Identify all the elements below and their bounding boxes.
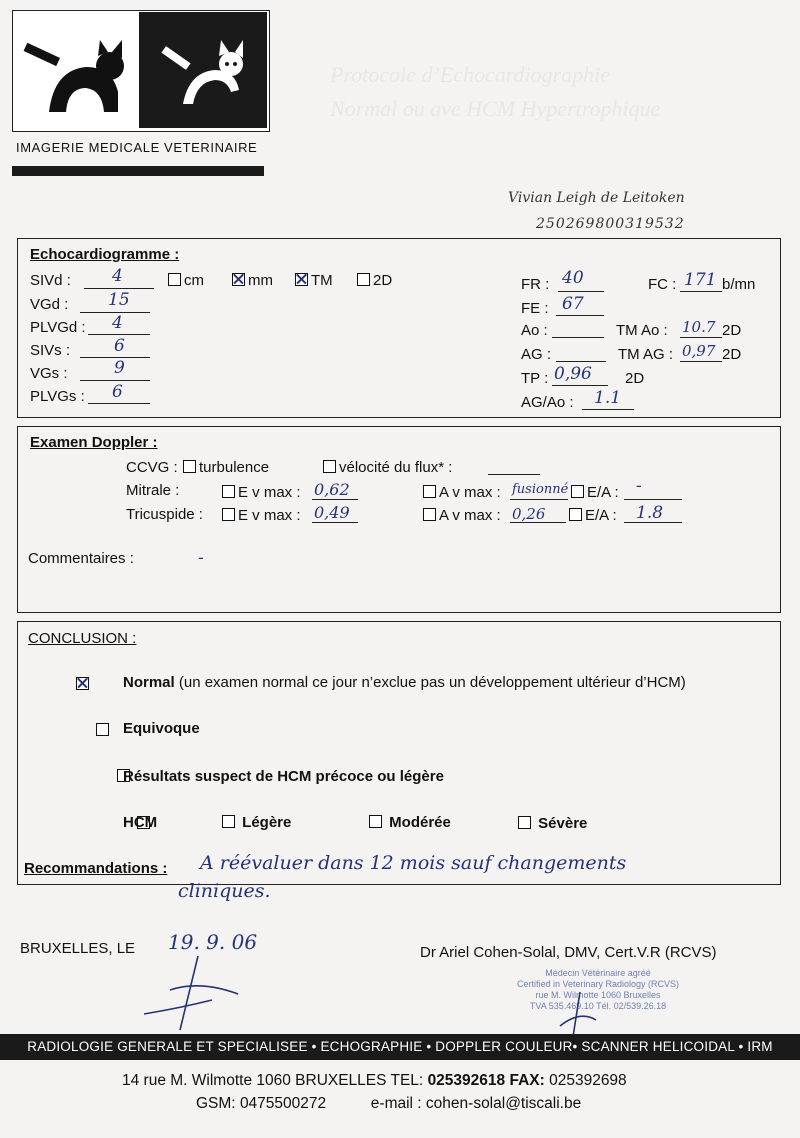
echo-title: Echocardiogramme :	[30, 246, 180, 263]
agao-line	[582, 409, 634, 410]
fc-value: 171	[684, 270, 717, 290]
fr-value: 40	[562, 268, 584, 288]
sivd-line	[84, 288, 154, 289]
tp-line	[552, 385, 608, 386]
plvgd-value: 4	[112, 313, 123, 333]
veterinary-stamp: Médecin Vétérinaire agréé Certified in Veterinary Radiology (RCVS) rue M. Wilmotte 1060 Bruxelles TVA 535.469.10 Tél. 02/539.26.18	[516, 968, 680, 1011]
comments-value: -	[198, 548, 204, 568]
tp-unit: 2D	[625, 370, 645, 387]
mitrale-ev-label: E v max :	[222, 484, 301, 501]
sivd-value: 4	[112, 266, 123, 286]
severe-checkbox[interactable]	[518, 816, 531, 829]
plvgs-label: PLVGs :	[30, 388, 85, 405]
vgd-label: VGd :	[30, 296, 69, 313]
cat-logo-right-icon	[139, 12, 267, 128]
doctor-name: Dr Ariel Cohen-Solal, DMV, Cert.V.R (RCVS)	[420, 944, 717, 961]
logo-text: IMAGERIE MEDICALE VETERINAIRE	[16, 140, 258, 155]
mitrale-ea-line	[624, 499, 682, 500]
tricuspide-ea-checkbox[interactable]	[569, 508, 582, 521]
mitrale-label: Mitrale :	[126, 482, 180, 499]
equivoque-checkbox[interactable]	[96, 723, 109, 736]
comments-label: Commentaires :	[28, 550, 134, 567]
tricuspide-ev-label: E v max :	[222, 507, 301, 524]
logo-underline	[12, 166, 264, 176]
tricuspide-av-value: 0,26	[512, 505, 546, 523]
turbulence-checkbox[interactable]	[183, 460, 196, 473]
sivd-label: SIVd :	[30, 272, 71, 289]
fc-label: FC :	[648, 276, 677, 293]
tricuspide-av-label: A v max :	[423, 507, 501, 524]
plvgd-label: PLVGd :	[30, 319, 86, 336]
moderee-checkbox[interactable]	[369, 815, 382, 828]
normal-checkbox[interactable]	[76, 677, 89, 690]
tp-label: TP :	[521, 370, 549, 387]
tricuspide-ev-line	[312, 522, 358, 523]
services-bar: RADIOLOGIE GENERALE ET SPECIALISEE • ECHOGRAPHIE • DOPPLER COULEUR• SCANNER HELICOIDAL • IRM	[0, 1034, 800, 1060]
tp-value: 0,96	[554, 364, 592, 384]
date-value: 19. 9. 06	[168, 930, 258, 954]
mitrale-ea-value: -	[636, 476, 642, 496]
velocite-checkbox[interactable]	[323, 460, 336, 473]
tricuspide-av-checkbox[interactable]	[423, 508, 436, 521]
unit-tm: TM	[295, 272, 333, 289]
ag-label: AG :	[521, 346, 552, 363]
fc-line	[680, 291, 722, 292]
tm-ao-value: 10.7	[682, 318, 716, 336]
agao-label: AG/Ao :	[521, 394, 574, 411]
mitrale-av-line	[510, 499, 568, 500]
plvgs-line	[88, 403, 150, 404]
footer-tel: 025392618	[427, 1072, 506, 1089]
fe-line	[556, 315, 604, 316]
normal-note: (un examen normal ce jour n’exclue pas un développement ultérieur d’HCM)	[178, 674, 686, 691]
tm-ao-label: TM Ao :	[616, 322, 668, 339]
footer-gsm: 0475500272	[239, 1095, 327, 1112]
recommandations-label: Recommandations :	[24, 860, 168, 877]
tm-ao-line	[680, 337, 722, 338]
conclusion-title: CONCLUSION :	[28, 630, 137, 647]
legere-option: Légère	[222, 814, 291, 831]
fe-value: 67	[562, 294, 584, 314]
faded-header-line1: Protocole d’Echocardiographie	[330, 62, 611, 87]
city-label: BRUXELLES, LE	[20, 940, 136, 957]
vgs-line	[80, 380, 150, 381]
velocite-option: vélocité du flux* :	[323, 459, 452, 476]
plvgd-line	[88, 334, 150, 335]
plvgs-value: 6	[112, 382, 123, 402]
sivs-label: SIVs :	[30, 342, 71, 359]
fc-unit: b/mn	[722, 276, 756, 293]
signature-scribble-left-icon	[140, 950, 250, 1040]
ag-line	[556, 361, 606, 362]
patient-id: 250269800319532	[536, 216, 685, 232]
severe-option: Sévère	[518, 815, 587, 832]
unit-2d: 2D	[357, 272, 392, 289]
sivs-value: 6	[114, 336, 125, 356]
mitrale-ev-checkbox[interactable]	[222, 485, 235, 498]
doppler-title: Examen Doppler :	[30, 434, 158, 451]
tricuspide-ev-value: 0,49	[314, 503, 350, 522]
ao-line	[552, 337, 604, 338]
tricuspide-ea-label: E/A :	[569, 507, 617, 524]
mitrale-av-label: A v max :	[423, 484, 501, 501]
ccvg-label: CCVG :	[126, 459, 178, 476]
footer-contact-line: GSM: 0475500272 e-mail : cohen-solal@tiscali.be	[196, 1095, 582, 1112]
vgs-label: VGs :	[30, 365, 68, 382]
unit-cm: cm	[168, 272, 204, 289]
unit-2d-checkbox[interactable]	[357, 273, 370, 286]
equivoque-label: Equivoque	[123, 720, 200, 737]
patient-name: Vivian Leigh de Leitoken	[508, 190, 685, 206]
normal-option: Normal (un examen normal ce jour n’exclue pas un développement ultérieur d’HCM)	[123, 674, 686, 691]
tricuspide-ea-value: 1.8	[636, 503, 664, 523]
unit-tm-checkbox[interactable]	[295, 273, 308, 286]
hcm-label: HCM	[123, 814, 158, 831]
tm-ag-line	[680, 361, 722, 362]
tricuspide-label: Tricuspide :	[126, 506, 203, 523]
turbulence-option: turbulence	[183, 459, 269, 476]
mitrale-av-value: fusionné	[512, 482, 569, 497]
recommandations-line1: A réévaluer dans 12 mois sauf changements	[200, 852, 627, 874]
mitrale-ev-line	[312, 499, 358, 500]
tm-ag-value: 0,97	[682, 342, 716, 360]
vgs-value: 9	[114, 358, 125, 378]
faded-header-line2: Normal ou ave HCM Hypertrophique	[330, 96, 661, 121]
fr-line	[558, 291, 604, 292]
unit-cm-checkbox[interactable]	[168, 273, 181, 286]
tm-ag-label: TM AG :	[618, 346, 674, 363]
tricuspide-ev-checkbox[interactable]	[222, 508, 235, 521]
agao-value: 1.1	[594, 388, 622, 408]
mitrale-ea-checkbox[interactable]	[571, 485, 584, 498]
velocite-line	[488, 474, 540, 475]
suspect-label: Résultats suspect de HCM précoce ou légère	[123, 768, 444, 785]
mitrale-ev-value: 0,62	[314, 480, 350, 499]
legere-checkbox[interactable]	[222, 815, 235, 828]
fe-label: FE :	[521, 300, 549, 317]
conclusion-section	[17, 621, 781, 885]
footer-address-line: 14 rue M. Wilmotte 1060 BRUXELLES TEL: 025392618 FAX: 025392698	[122, 1072, 627, 1089]
fr-label: FR :	[521, 276, 550, 293]
tm-ag-unit: 2D	[722, 346, 742, 363]
mitrale-av-checkbox[interactable]	[423, 485, 436, 498]
ao-label: Ao :	[521, 322, 548, 339]
footer-email: cohen-solal@tiscali.be	[425, 1095, 582, 1112]
tm-ao-unit: 2D	[722, 322, 742, 339]
cat-logo-left-icon	[14, 12, 139, 128]
unit-mm-checkbox[interactable]	[232, 273, 245, 286]
mitrale-ea-label: E/A :	[571, 484, 619, 501]
vgd-value: 15	[108, 290, 130, 310]
unit-mm: mm	[232, 272, 273, 289]
recommandations-line2: cliniques.	[178, 880, 271, 902]
moderee-option: Modérée	[369, 814, 451, 831]
footer-fax: 025392698	[549, 1072, 627, 1089]
